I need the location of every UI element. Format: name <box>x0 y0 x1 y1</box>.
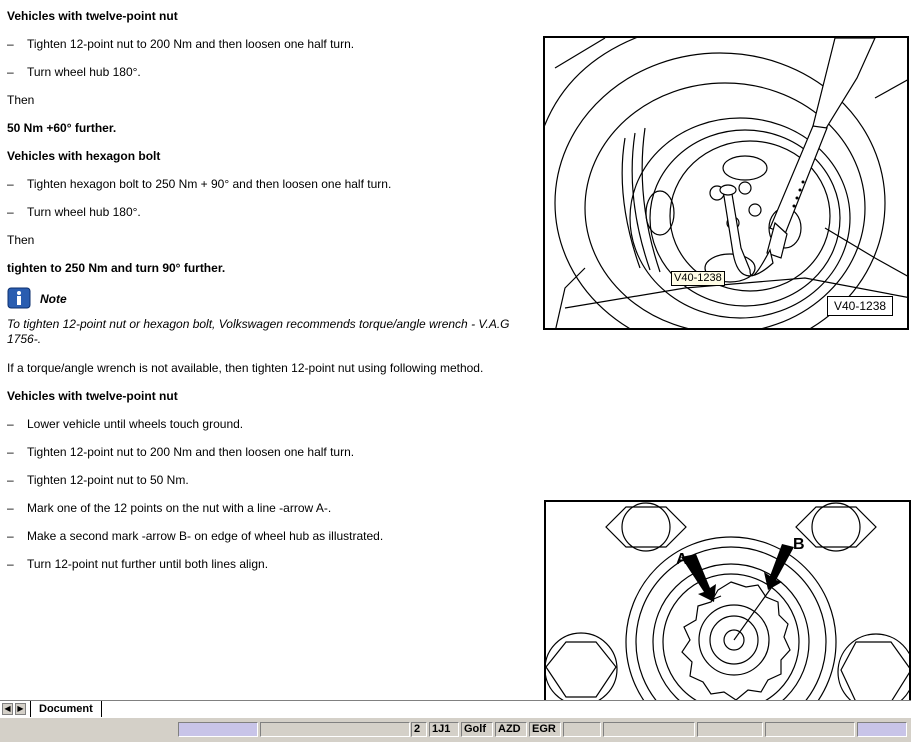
list-item <box>7 473 189 487</box>
list-item <box>7 205 141 219</box>
dash-marker: – <box>7 557 14 571</box>
text-then: Then <box>7 93 35 107</box>
tab-scroll-right-button[interactable] <box>15 703 26 715</box>
status-field-empty <box>603 722 695 737</box>
status-field-empty <box>697 722 763 737</box>
instruction-bold: tighten to 250 Nm and turn 90° further. <box>7 261 226 275</box>
status-progress <box>178 722 258 737</box>
list-item <box>7 417 244 431</box>
figure-wheel-wrench <box>543 36 909 330</box>
arrow-left-icon: ◀ <box>4 704 11 713</box>
figure-callout: V40-1238 <box>671 271 725 286</box>
list-item <box>7 65 141 79</box>
dash-marker: – <box>7 417 14 431</box>
list-item-text: Tighten 12-point nut to 200 Nm and then loosen one half turn. <box>27 445 355 459</box>
info-icon <box>7 287 31 309</box>
status-field: EGR <box>529 722 561 737</box>
dash-marker: – <box>7 205 14 219</box>
status-field: 2 <box>411 722 427 737</box>
list-item <box>7 557 269 571</box>
wheel-wrench-illustration <box>545 38 909 330</box>
figure-nut-marks <box>544 500 911 700</box>
status-indicator <box>857 722 907 737</box>
dash-marker: – <box>7 445 14 459</box>
arrow-right-icon: ▶ <box>17 704 24 713</box>
status-field: 1J1 <box>429 722 459 737</box>
text-then: Then <box>7 233 35 247</box>
figure-label: V40-1238 <box>827 296 893 316</box>
list-item-text: Lower vehicle until wheels touch ground. <box>27 417 244 431</box>
list-item-text: Make a second mark -arrow B- on edge of wheel hub as illustrated. <box>27 529 384 543</box>
arrow-a-label: A <box>676 551 688 568</box>
list-item <box>7 501 332 515</box>
heading-hexagon-bolt: Vehicles with hexagon bolt <box>7 149 161 163</box>
status-field: AZD <box>495 722 527 737</box>
tab-bar <box>0 700 911 718</box>
status-field: Golf <box>461 722 493 737</box>
dash-marker: – <box>7 65 14 79</box>
list-item-text: Turn wheel hub 180°. <box>27 65 141 79</box>
list-item <box>7 177 392 191</box>
list-item <box>7 37 355 51</box>
status-field-empty <box>563 722 601 737</box>
heading-twelve-point-method: Vehicles with twelve-point nut <box>7 389 178 403</box>
list-item-text: Tighten hexagon bolt to 250 Nm + 90° and then loosen one half turn. <box>27 177 392 191</box>
list-item-text: Turn wheel hub 180°. <box>27 205 141 219</box>
status-bar <box>0 717 911 742</box>
tab-scroll-left-button[interactable] <box>2 703 13 715</box>
nut-marks-illustration <box>546 502 911 700</box>
list-item <box>7 529 384 543</box>
dash-marker: – <box>7 529 14 543</box>
dash-marker: – <box>7 37 14 51</box>
dash-marker: – <box>7 501 14 515</box>
status-field-empty <box>765 722 855 737</box>
list-item-text: Tighten 12-point nut to 200 Nm and then loosen one half turn. <box>27 37 355 51</box>
tab-document[interactable]: Document <box>30 701 102 718</box>
dash-marker: – <box>7 473 14 487</box>
note-body: To tighten 12-point nut or hexagon bolt, Volkswagen recommends torque/angle wrench - V.A.G 1756-. <box>7 317 510 346</box>
list-item <box>7 445 355 459</box>
arrow-b-label: B <box>793 536 805 553</box>
list-item-text: Turn 12-point nut further until both lines align. <box>27 557 269 571</box>
instruction-bold: 50 Nm +60° further. <box>7 121 117 135</box>
status-field-empty <box>260 722 410 737</box>
list-item-text: Tighten 12-point nut to 50 Nm. <box>27 473 189 487</box>
note-title: Note <box>40 292 67 306</box>
paragraph: If a torque/angle wrench is not available, then tighten 12-point nut using following method. <box>7 361 484 375</box>
list-item-text: Mark one of the 12 points on the nut with a line -arrow A-. <box>27 501 332 515</box>
heading-twelve-point: Vehicles with twelve-point nut <box>7 9 178 23</box>
dash-marker: – <box>7 177 14 191</box>
